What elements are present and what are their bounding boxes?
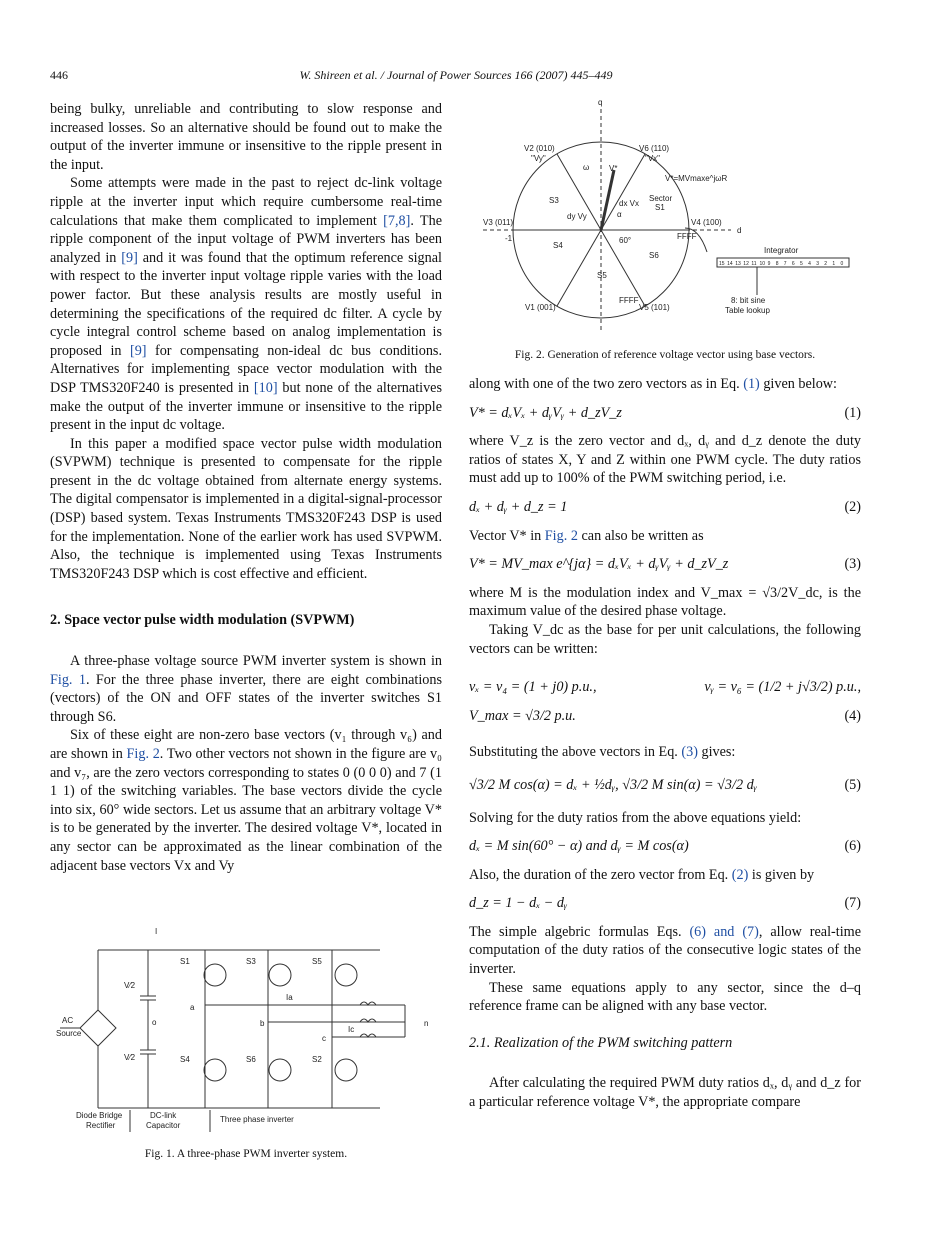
page-number: 446 — [50, 68, 68, 82]
paragraph: These same equations apply to any sector, since the d–q reference frame can be aligned with any base vector. — [469, 979, 861, 1015]
paragraph: A three-phase voltage source PWM inverter system is shown in Fig. 1. For the three phase inverter, there are eight combinations (vectors) of the ON and OFF states of the inverter switches S1 through S6. — [50, 653, 442, 725]
integrator-bit: 13 — [735, 261, 741, 267]
figure-link[interactable]: Fig. 2 — [126, 746, 160, 762]
block-label: Table lookup — [725, 306, 770, 315]
sector-label: S6 — [649, 251, 659, 260]
paragraph: After calculating the required PWM duty ratios dₓ, dᵧ and d_z for a particular reference voltage V*, the appropriate compare — [469, 1075, 861, 1111]
integrator-bit: 8 — [775, 261, 779, 267]
sector-label: S5 — [597, 271, 607, 280]
citation-link[interactable]: [9] — [129, 342, 147, 359]
paragraph: where V_z is the zero vector and dₓ, dᵧ and d_z denote the duty ratios of states X, Y and Z within one PWM cycle. The duty ratios must add up to 100% of the PWM switching period, i.e. — [469, 433, 861, 487]
axis-label: d — [737, 226, 742, 235]
switch-label: S5 — [312, 957, 322, 966]
current-label: Ia — [286, 993, 293, 1002]
integrator-bit: 10 — [759, 261, 766, 267]
block-label: Capacitor — [146, 1121, 181, 1130]
right-column — [469, 375, 861, 1112]
axis-label: -1 — [505, 234, 513, 243]
block-label: DC-link — [150, 1111, 177, 1120]
equation-4-cont: V_max = √3/2 p.u. (4) — [469, 707, 861, 724]
switch-label: S2 — [312, 1055, 322, 1064]
paragraph: being bulky, unreliable and contributing to slow response and increased losses. So an alternative should be found out to make the output of the inverter immune or insensitive to the ripple present in the input. — [50, 101, 442, 173]
vector-label: V* — [609, 164, 618, 173]
vector-label: V3 (011) — [483, 218, 514, 227]
integrator-bit: 14 — [727, 261, 733, 267]
node-label: c — [322, 1034, 326, 1043]
equation-5: √3/2 M cos(α) = dₓ + ½dᵧ, √3/2 M sin(α) = √3/2 dᵧ (5) — [469, 776, 861, 793]
paragraph: Vector V* in Fig. 2 can also be written as — [469, 527, 704, 544]
equation-link[interactable]: (1) — [743, 376, 760, 392]
block-label: Integrator — [764, 246, 799, 255]
hex-label: FFFF — [619, 296, 639, 305]
equation-2: dₓ + dᵧ + d_z = 1 (2) — [469, 498, 861, 515]
paragraph: Solving for the duty ratios from the above equations yield: — [469, 809, 802, 826]
integrator-bit: 12 — [743, 261, 749, 267]
paragraph: Also, the duration of the zero vector from Eq. (2) is given by — [469, 866, 815, 883]
integrator-bit: 4 — [808, 261, 811, 267]
equation-link[interactable]: (6) and (7) — [689, 923, 759, 940]
figure-caption: Fig. 1. A three-phase PWM inverter system. — [144, 1148, 348, 1160]
paragraph: Taking V_dc as the base for per unit calculations, the following vectors can be written: — [469, 621, 861, 657]
vector-label: V6 (110) — [639, 144, 670, 153]
equation-4: vₓ = v₄ = (1 + j0) p.u., vᵧ = v₆ = (1/2 + j√3/2) p.u., — [469, 679, 861, 696]
subsection-heading: 2.1. Realization of the PWM switching pattern — [469, 1034, 733, 1051]
equation-7: d_z = 1 − dₓ − dᵧ (7) — [469, 895, 861, 912]
switch-label: S1 — [180, 957, 190, 966]
paragraph: The simple algebric formulas Eqs. (6) and (7), allow real-time computation of the duty ratios of the consecutive logic states of the inverter. — [469, 923, 861, 978]
integrator-bit: 11 — [751, 261, 757, 267]
section-heading: 2. Space vector pulse width modulation (SVPWM) — [50, 612, 355, 629]
citation-link[interactable]: [7,8] — [383, 212, 411, 229]
citation-link[interactable]: [9] — [121, 249, 138, 266]
hex-label: FFFF — [677, 232, 697, 241]
integrator-bit: 0 — [840, 261, 844, 267]
integrator-bit: 1 — [832, 261, 836, 267]
node-label: a — [190, 1003, 195, 1012]
vector-label: V4 (100) — [691, 218, 722, 227]
paragraph: Some attempts were made in the past to reject dc-link voltage ripple at the inverter input which require cumbersome real-time calculations that make them complicated to implement [7,8]. The ripple component of the input voltage of PWM inverters has been analyzed in [9] and it was found that the optimum reference signal with respect to the inverter input voltage ripple varies with the load power factor. But these analysis results are mostly useful in determining the specifications of the required dc filter. A cycle by cycle integral control scheme based on analog implementation is proposed in [9] for compensating non-ideal dc bus conditions. Alternatives for implementing space vector modulation with the DSP TMS320F240 is presented in [10] but none of the alternatives make the output of the inverter immune or insensitive to the ripple present in the input dc voltage. — [50, 175, 442, 434]
equation-1: V* = dₓVₓ + dᵧVᵧ + d_zV_z (1) — [469, 404, 861, 421]
integrator-bit: 9 — [767, 261, 771, 267]
block-label: Diode Bridge — [76, 1111, 123, 1120]
sector-label: S1 — [655, 203, 665, 212]
integrator-bit: 5 — [800, 261, 803, 267]
equation-label: V*=MVmaxe^jωR — [665, 174, 728, 183]
left-column — [50, 100, 442, 875]
equation-link[interactable]: (3) — [681, 744, 698, 761]
angle-label: 60° — [619, 236, 632, 245]
vector-label: V2 (010) — [524, 144, 555, 153]
figure-link[interactable]: Fig. 2 — [544, 527, 578, 544]
current-label: I — [155, 927, 158, 936]
dc-half-voltage-label: V⁄2 — [124, 981, 136, 990]
switch-label: S4 — [180, 1055, 190, 1064]
paragraph: Six of these eight are non-zero base vectors (v₁ through v₆) and are shown in Fig. 2. Two other vectors not shown in the figure are v₀ and v₇, are the zero vectors corresponding to states 0 (0 0 0) and 7 (1 1 1) of the switching variables. The base vectors divide the cycle into six, 60° wide sectors. Let us assume that an arbitrary voltage V* is to be generated by the inverter. The desired voltage V*, located in any sector can be approximated as the linear combination of the adjacent base vectors Vx and Vy — [50, 727, 442, 874]
block-label: Rectifier — [86, 1121, 116, 1130]
angle-label: α — [617, 210, 622, 219]
figure-caption: Fig. 2. Generation of reference voltage vector using base vectors. — [514, 349, 816, 361]
equation-link[interactable]: (2) — [731, 866, 749, 883]
citation-link[interactable]: [10] — [253, 379, 278, 396]
paragraph: Substituting the above vectors in Eq. (3) gives: — [469, 744, 736, 761]
node-label: o — [152, 1018, 157, 1027]
ac-label: AC — [62, 1016, 74, 1025]
inverter-circuit-diagram — [50, 920, 442, 1135]
block-label: 8: bit sine — [731, 296, 766, 305]
equation-6: dₓ = M sin(60° − α) and dᵧ = M cos(α) (6) — [469, 838, 861, 855]
vector-label: "Vx" — [645, 154, 661, 163]
vector-label: V5 (101) — [639, 303, 670, 312]
integrator-bit: 3 — [816, 261, 819, 267]
sector-label: Sector — [649, 194, 673, 203]
integrator-bit: 6 — [791, 261, 795, 267]
switch-label: S6 — [246, 1055, 256, 1064]
vector-label: V1 (001) — [525, 303, 556, 312]
paragraph: along with one of the two zero vectors as in Eq. (1) given below: — [469, 376, 837, 392]
equation-3: V* = MV_max e^{jα} = dₓVₓ + dᵧVᵧ + d_zV_z (3) — [469, 556, 861, 573]
node-label: n — [424, 1019, 429, 1028]
component-label: dx Vx — [619, 199, 640, 208]
dc-half-voltage-label: V⁄2 — [124, 1053, 136, 1062]
sector-label: S3 — [549, 196, 559, 205]
figure-link[interactable]: Fig. 1 — [50, 671, 86, 688]
sector-label: S4 — [553, 241, 563, 250]
component-label: dy Vy — [567, 212, 587, 221]
axis-label: q — [598, 98, 603, 107]
vector-label: "Vy" — [531, 154, 546, 163]
figure-1 — [50, 920, 442, 1160]
paragraph: In this paper a modified space vector pulse width modulation (SVPWM) technique is presented to compensate for the ripple present in the dc voltage obtained from alternate energy systems. The digital compensator is implemented in a digital-signal-processor (DSP) based system. Texas Instruments TMS320F243 DSP is used for the implementation. None of the earlier work has used SVPWM. Also, the technique is implemented using Texas Instruments TMS320F243 DSP which is cost effective and efficient. — [50, 435, 442, 582]
switch-label: S3 — [246, 957, 256, 966]
integrator-bit: 7 — [783, 261, 787, 267]
figure-2 — [469, 95, 861, 360]
paragraph: where M is the modulation index and V_max = √3/2V_dc, is the maximum value of the desired phase voltage. — [469, 584, 861, 620]
running-title: W. Shireen et al. / Journal of Power Sources 166 (2007) 445–449 — [299, 68, 613, 82]
integrator-bit: 15 — [719, 261, 725, 267]
current-label: Ic — [348, 1025, 355, 1034]
node-label: b — [260, 1019, 265, 1028]
source-label: Source — [56, 1029, 82, 1038]
block-label: Three phase inverter — [220, 1115, 294, 1124]
angle-label: ω — [583, 163, 590, 172]
integrator-bit: 2 — [824, 261, 828, 267]
space-vector-diagram — [469, 95, 861, 330]
